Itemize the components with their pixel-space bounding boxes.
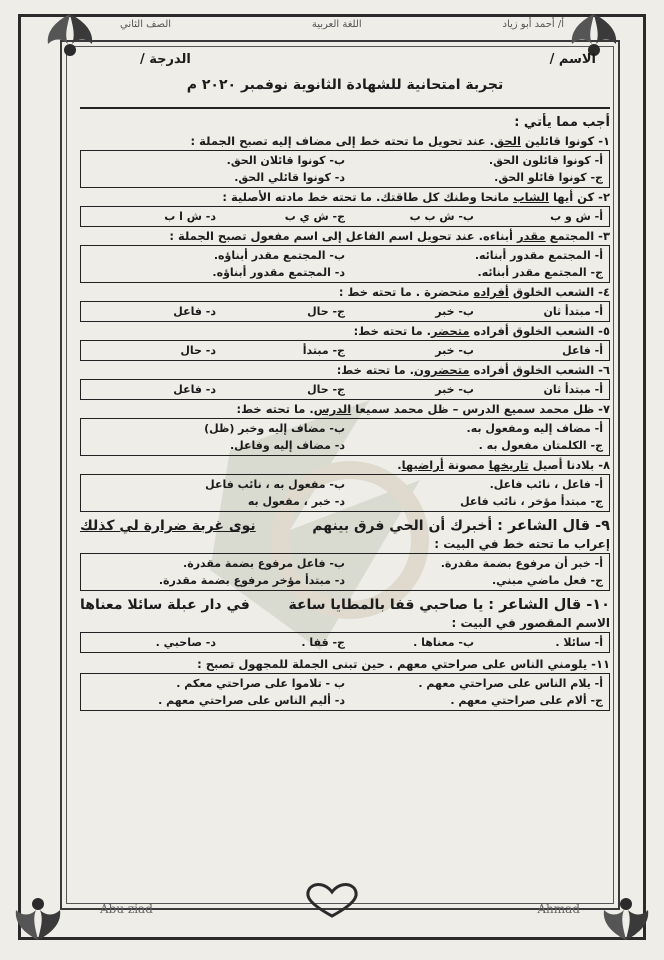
question-5: ٥- الشعب الخلوق أفراده متحضر. ما تحته خط: (353, 324, 610, 338)
question-2: ٢- كن أيها الشاب مانحا وطنك كل طاقتك. ما تحته خط مادته الأصلية : (222, 190, 610, 204)
option[interactable]: أ- مبتدأ ثان (543, 305, 603, 318)
footer (100, 902, 580, 916)
options-1 (80, 150, 610, 188)
poem-9 (80, 518, 610, 534)
option[interactable]: ج- حال (307, 305, 345, 318)
option[interactable]: ب- مضاف إليه وخبر (ظل) (204, 422, 345, 435)
top-strip-left: الصف الثاني (120, 18, 172, 30)
option[interactable]: ج- المجتمع مقدر أبنائه. (477, 266, 603, 279)
question-9-prompt: إعراب ما تحته خط في البيت : (434, 537, 610, 551)
name-label: الاسم / (549, 52, 596, 67)
option[interactable]: د- حال (180, 344, 216, 357)
option[interactable]: أ- يلام الناس على صراحتي معهم . (418, 677, 603, 690)
corner-ornament-icon (10, 888, 66, 944)
top-strip-center: اللغة العربية (311, 18, 362, 30)
poem-9-lead: ٩- قال الشاعر : (497, 518, 610, 534)
options-5 (80, 340, 610, 361)
option[interactable]: أ- خبر أن مرفوع بضمة مقدرة. (440, 557, 603, 570)
option[interactable]: ج- فعل ماضي مبني. (491, 574, 603, 587)
options-3 (80, 245, 610, 283)
options-9 (80, 553, 610, 591)
option[interactable]: أ- سائلا . (555, 636, 603, 649)
option[interactable]: د- فاعل (173, 305, 216, 318)
option[interactable]: د- فاعل (173, 383, 216, 396)
question-7: ٧- ظل محمد سميع الدرس – ظل محمد سميعا الدرس. ما تحته خط: (236, 402, 610, 416)
option[interactable]: ب- كونوا قائلان الحق. (226, 154, 345, 167)
option[interactable]: د- أليم الناس على صراحتي معهم . (158, 694, 345, 707)
poem-10-verse-2: في دار عبلة سائلا معناها (80, 597, 250, 613)
question-3: ٣- المجتمع مقدر أبناءه. عند تحويل اسم الفاعل إلى اسم مفعول تصبح الجملة : (169, 229, 610, 243)
option[interactable]: أ- ش و ب (550, 210, 603, 223)
poem-10-lead: ١٠- قال الشاعر : (488, 597, 610, 613)
footer-right: Ahmad (537, 902, 580, 916)
exam-content (80, 46, 610, 906)
question-4: ٤- الشعب الخلوق أفراده متحضرة . ما تحته خط : (338, 285, 610, 299)
options-6 (80, 379, 610, 400)
option[interactable]: د- صاحبي . (155, 636, 216, 649)
option[interactable]: ج- الكلمتان مفعول به . (478, 439, 603, 452)
option[interactable]: أ- فاعل (562, 344, 603, 357)
poem-10 (80, 597, 610, 613)
question-1: ١- كونوا قائلين الحق. عند تحويل ما تحته خط إلى مضاف إليه تصبح الجملة : (190, 134, 610, 148)
option[interactable]: ب- خبر (435, 344, 474, 357)
option[interactable]: ج- مبتدأ (302, 344, 345, 357)
option[interactable]: د- مضاف إليه وفاعل. (229, 439, 345, 452)
poem-9-verse-2: نوى غربة ضرارة لي كذلك (80, 518, 256, 534)
option[interactable]: د- ش ا ب (164, 210, 216, 223)
option[interactable]: أ- مضاف إليه ومفعول به. (466, 422, 603, 435)
option[interactable]: ج- مبتدأ مؤخر ، نائب فاعل (460, 495, 603, 508)
option[interactable]: ب - تلاموا على صراحتي معكم . (176, 677, 345, 690)
grade-label: الدرجة / (140, 52, 191, 67)
option[interactable]: ب- خبر (435, 305, 474, 318)
exam-title: تجربة امتحانية للشهادة الثانوية نوفمبر ٢٠٢٠ م (186, 77, 504, 93)
option[interactable]: د- كونوا قائلي الحق. (234, 171, 345, 184)
options-7 (80, 418, 610, 456)
option[interactable]: ب- مفعول به ، نائب فاعل (205, 478, 345, 491)
option[interactable]: ج- كونوا قائلو الحق. (494, 171, 603, 184)
title-divider (80, 107, 610, 109)
footer-left: Abu ziad (100, 902, 153, 916)
option[interactable]: ب- معناها . (413, 636, 474, 649)
option[interactable]: ج- حال (307, 383, 345, 396)
option[interactable]: أ- فاعل ، نائب فاعل. (489, 478, 603, 491)
options-11 (80, 673, 610, 711)
options-10 (80, 632, 610, 653)
option[interactable]: د- المجتمع مقدور أبناؤه. (212, 266, 345, 279)
option[interactable]: د- خبر ، مفعول به (247, 495, 345, 508)
option[interactable]: د- مبتدأ مؤخر مرفوع بضمة مقدرة. (158, 574, 345, 587)
options-4 (80, 301, 610, 322)
option[interactable]: أ- المجتمع مقدور أبنائه. (474, 249, 603, 262)
question-10-prompt: الاسم المقصور في البيت : (451, 616, 610, 630)
header-row (80, 52, 610, 67)
top-strip (120, 16, 564, 32)
option[interactable]: ب- المجتمع مقدر أبناؤه. (213, 249, 345, 262)
option[interactable]: ب- ش ب ب (409, 210, 474, 223)
option[interactable]: أ- كونوا قائلون الحق. (488, 154, 603, 167)
question-8: ٨- بلادنا أصيل تاريخها مصونة أراضيها. (397, 458, 610, 472)
option[interactable]: أ- مبتدأ ثان (543, 383, 603, 396)
option[interactable]: ج- ش ي ب (284, 210, 345, 223)
option[interactable]: ب- خبر (435, 383, 474, 396)
top-strip-right: أ/ أحمد أبو زياد (502, 18, 564, 30)
option[interactable]: ج- ألام على صراحتي معهم . (450, 694, 603, 707)
poem-9-verse-1: أخبرك أن الحي فرق بينهم (312, 518, 493, 534)
instruction: أجب مما يأتي : (514, 115, 610, 130)
question-11: ١١- يلومني الناس على صراحتي معهم . حين تبنى الجملة للمجهول تصبح : (197, 657, 610, 671)
option[interactable]: ب- فاعل مرفوع بضمة مقدرة. (183, 557, 345, 570)
options-8 (80, 474, 610, 512)
option[interactable]: ج- قفا . (301, 636, 345, 649)
options-2 (80, 206, 610, 227)
poem-10-verse-1: يا صاحبي قفا بالمطايا ساعة (288, 597, 484, 613)
question-6: ٦- الشعب الخلوق أفراده متحضرون. ما تحته خط: (336, 363, 610, 377)
